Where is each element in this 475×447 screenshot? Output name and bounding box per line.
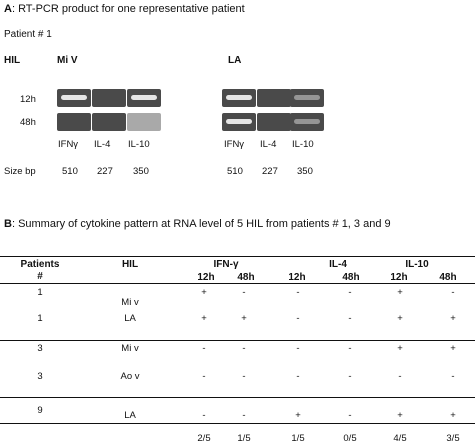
hil-label: HIL [4, 55, 21, 66]
size-la-il10: 350 [297, 166, 313, 177]
header-il10-12h: 12h [390, 272, 408, 283]
lane-label-miv-il10: IL-10 [128, 139, 150, 150]
total-il4-12h: 1/5 [291, 433, 305, 444]
total-ifn-12h: 2/5 [197, 433, 211, 444]
row2-il10-12h: + [397, 313, 403, 324]
gel-lane-la-ifn-12h [222, 89, 256, 107]
row5-patient: 9 [37, 405, 43, 416]
lane-label-la-il10: IL-10 [292, 139, 314, 150]
row1-ifn-12h: + [201, 287, 207, 298]
size-miv-ifn: 510 [62, 166, 78, 177]
header-il10-48h: 48h [439, 272, 457, 283]
header-il4-48h: 48h [342, 272, 360, 283]
row1-il4-12h: - [296, 287, 300, 298]
row5-il10-12h: + [397, 410, 403, 421]
row4-ifn-48h: - [242, 371, 246, 382]
header-il4-12h: 12h [288, 272, 306, 283]
row-group-rule-1 [0, 340, 475, 341]
gel-lane-miv-il4-12h [92, 89, 126, 107]
size-la-il4: 227 [262, 166, 278, 177]
gel-lane-la-il4-48h [257, 113, 291, 131]
row3-il10-48h: + [450, 343, 456, 354]
row4-il10-12h: - [398, 371, 402, 382]
row4-il4-48h: - [348, 371, 352, 382]
row1-hil: Mi v [121, 297, 139, 308]
row5-hil: LA [124, 410, 136, 421]
gel-lane-miv-il10-12h [127, 89, 161, 107]
group-miv-label: Mi V [57, 55, 78, 66]
row1-il10-12h: + [397, 287, 403, 298]
row3-ifn-12h: - [202, 343, 206, 354]
header-ifn-48h: 48h [237, 272, 255, 283]
header-ifn: IFN-γ [213, 259, 239, 270]
header-il10: IL-10 [405, 259, 429, 270]
row2-il4-12h: - [296, 313, 300, 324]
row1-il10-48h: - [451, 287, 455, 298]
row2-ifn-12h: + [201, 313, 207, 324]
row3-il4-12h: - [296, 343, 300, 354]
header-patients: Patients [20, 259, 60, 270]
gel-lane-miv-il10-48h [127, 113, 161, 131]
row3-hil: Mi v [121, 343, 139, 354]
gel-lane-miv-ifn-48h [57, 113, 91, 131]
header-hil: HIL [121, 259, 139, 270]
row5-ifn-48h: - [242, 410, 246, 421]
table-bottom-rule [0, 423, 475, 424]
row3-patient: 3 [37, 343, 43, 354]
lane-label-la-ifn: IFNγ [224, 139, 245, 150]
row3-ifn-48h: - [242, 343, 246, 354]
size-label: Size bp [4, 166, 36, 177]
row4-il10-48h: - [451, 371, 455, 382]
row2-hil: LA [124, 313, 136, 324]
row4-il4-12h: - [296, 371, 300, 382]
row4-hil: Ao v [120, 371, 140, 382]
row2-patient: 1 [37, 313, 43, 324]
gel-lane-la-il4-12h [257, 89, 291, 107]
header-bottom-rule [0, 283, 475, 284]
row5-ifn-12h: - [202, 410, 206, 421]
time-48h-label: 48h [20, 117, 36, 128]
table-top-rule [0, 256, 475, 257]
row3-il10-12h: + [397, 343, 403, 354]
row2-il10-48h: + [450, 313, 456, 324]
gel-lane-la-il10-12h [290, 89, 324, 107]
size-miv-il10: 350 [133, 166, 149, 177]
lane-label-la-il4: IL-4 [260, 139, 277, 150]
lane-label-miv-ifn: IFNγ [58, 139, 79, 150]
gel-lane-miv-il4-48h [92, 113, 126, 131]
total-il10-48h: 3/5 [446, 433, 460, 444]
row5-il4-48h: - [348, 410, 352, 421]
total-ifn-48h: 1/5 [237, 433, 251, 444]
size-la-ifn: 510 [227, 166, 243, 177]
size-miv-il4: 227 [97, 166, 113, 177]
header-hash: # [37, 271, 43, 282]
row1-ifn-48h: - [242, 287, 246, 298]
row4-ifn-12h: - [202, 371, 206, 382]
total-il10-12h: 4/5 [393, 433, 407, 444]
header-il4: IL-4 [329, 259, 347, 270]
row3-il4-48h: - [348, 343, 352, 354]
row5-il4-12h: + [295, 410, 301, 421]
row1-il4-48h: - [348, 287, 352, 298]
group-la-label: LA [228, 55, 242, 66]
gel-lane-la-ifn-48h [222, 113, 256, 131]
row5-il10-48h: + [450, 410, 456, 421]
panel-a-title: A: RT-PCR product for one representative patient [4, 3, 245, 15]
row-group-rule-2 [0, 397, 475, 398]
row1-patient: 1 [37, 287, 43, 298]
time-12h-label: 12h [20, 94, 36, 105]
row2-il4-48h: - [348, 313, 352, 324]
gel-lane-miv-ifn-12h [57, 89, 91, 107]
patient-label: Patient # 1 [4, 29, 52, 40]
gel-lane-la-il10-48h [290, 113, 324, 131]
lane-label-miv-il4: IL-4 [94, 139, 111, 150]
row2-ifn-48h: + [241, 313, 247, 324]
header-ifn-12h: 12h [197, 272, 215, 283]
panel-b-title: B: Summary of cytokine pattern at RNA level of 5 HIL from patients # 1, 3 and 9 [4, 218, 391, 230]
row4-patient: 3 [37, 371, 43, 382]
total-il4-48h: 0/5 [343, 433, 357, 444]
